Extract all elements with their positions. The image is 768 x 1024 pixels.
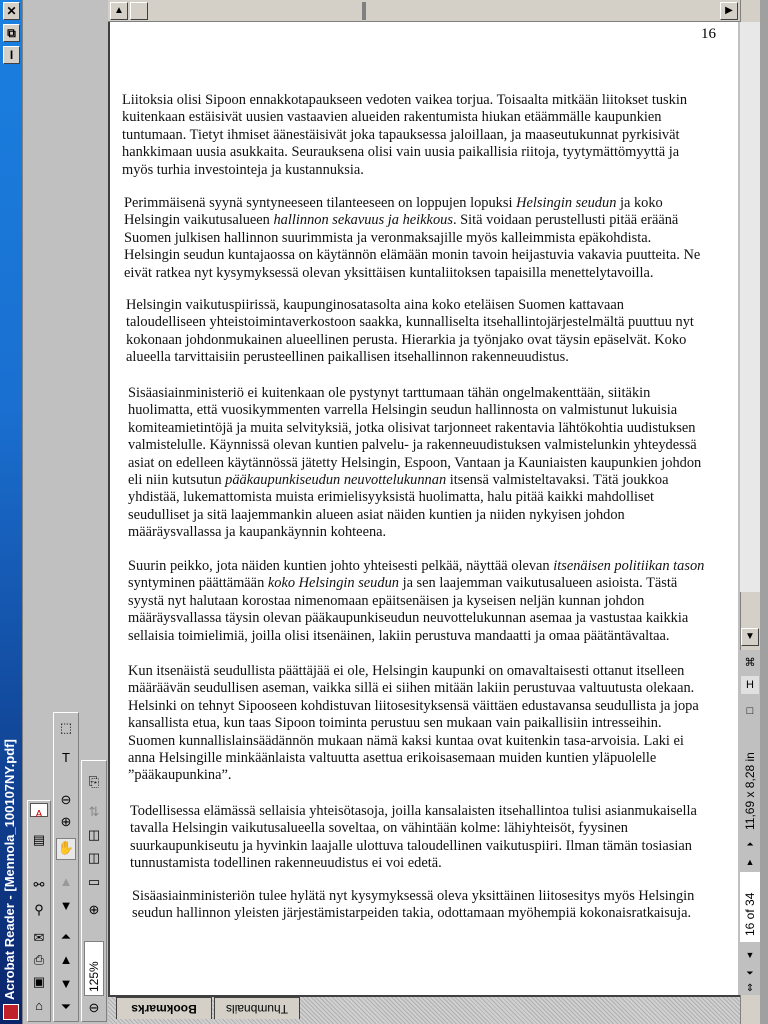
text-line	[130, 855, 697, 872]
text-line	[128, 680, 699, 697]
page-size: 11,69 x 8,28 in	[743, 752, 757, 830]
text-select-icon[interactable]: T	[62, 750, 70, 765]
text-line	[122, 92, 687, 109]
scroll-down-button[interactable]: ▼	[741, 628, 759, 646]
text: määräysvallassa täysin olevan pääkaupunkiseudun neuvottelukunnan asemaa ja vastustaa kaikkia	[128, 610, 689, 627]
text: Helsingin vaikutuspiirissä, kaupunginosatasolta aina koko eteläisen Suomen kattavaan	[126, 297, 624, 313]
text: alueella tarvittaisiin perusteellinen paikallisen itsehallinnon rakenneuudistus.	[126, 349, 569, 366]
text-line	[128, 420, 701, 437]
text: ”pääkaupunkina”.	[128, 767, 232, 784]
text-line	[128, 524, 701, 541]
tab-thumbnails[interactable]: Thumbnails	[214, 997, 300, 1019]
paragraph	[126, 297, 694, 367]
italic-text: pääkaupunkiseudun neuvottelukunnan	[225, 472, 447, 489]
text-line	[128, 698, 699, 715]
text-line	[128, 628, 704, 645]
text: eivät ratkea nyt kysymyksessä olevan yksittäisen kuntaliitoksen tapaisilla menettelytavoilla.	[124, 264, 654, 281]
paragraph	[128, 558, 704, 645]
text: itsensä valmisteltavaksi. Tätä joukkoa	[446, 472, 669, 489]
text: . Sitä voidaan perustellusti pitää eräänä	[452, 212, 679, 229]
continuous-facing-icon[interactable]: ⌘	[744, 657, 756, 669]
scroll-divider[interactable]	[362, 2, 366, 20]
window-title-bar[interactable]	[0, 0, 22, 1024]
text: ja sen laajemman vaikutusalueen asioista. Tästä	[398, 575, 678, 592]
text: suurkaupunkiseutu ja hyvinkin laajalle ulottuva taloudellinen vaikutuspiiri. Ilman tämän tosiasian	[130, 837, 692, 854]
text: kansallista etua, kun taas Sipoon toiminta perustuu sen mukaan vain paikallisiin intresseihin.	[128, 715, 662, 732]
text: anna Helsingille minkäänlaista valtuutta asettua erikoisasemaan muiden kuntien yläpuolelle	[128, 750, 657, 767]
window-title: Acrobat Reader - [Mennola_100107NY.pdf]	[2, 739, 17, 1000]
paragraph	[130, 803, 697, 873]
navigation-pane-tabs	[108, 995, 740, 1024]
text-line	[128, 767, 699, 784]
vertical-scroll-track[interactable]	[740, 22, 760, 592]
rotate-icon[interactable]: ⎘	[88, 774, 100, 789]
previous-page-icon[interactable]: ▲	[59, 952, 73, 967]
next-page-button[interactable]: ▼	[745, 950, 755, 960]
text: kuitenkaan estäisivät uusien vastaavien alueiden rakentumista hiukan etäämmälle kaupunkien	[122, 109, 662, 126]
page-indicator: 16 of 34	[743, 892, 757, 936]
page-number: 16	[701, 26, 716, 42]
zoom-in-icon[interactable]: ⊕	[88, 902, 100, 917]
text-line	[124, 265, 700, 282]
paragraph	[124, 195, 700, 282]
text-line	[122, 162, 687, 179]
paragraph	[122, 92, 687, 179]
minimize-button[interactable]: I	[3, 46, 20, 64]
continuous-icon[interactable]: H	[741, 676, 759, 694]
text-line	[130, 803, 697, 820]
text: tunnustamista todellinen rakenneuudistus ei voi edetä.	[130, 855, 442, 872]
italic-text: Helsingin seudun	[516, 195, 617, 211]
reflow-icon[interactable]: ⇅	[88, 804, 100, 819]
text-line	[122, 127, 687, 144]
text: Helsingin vaikutusalueen	[124, 212, 274, 229]
text: huolimatta, että vuosikymmenten varrella Helsingin seudun hallinnosta on valmistunut lukuisia	[128, 402, 678, 419]
next-page-icon[interactable]: ▼	[59, 976, 73, 991]
text-line	[128, 733, 699, 750]
text-line	[128, 472, 701, 489]
text: Suurin peikko, jota näiden kuntien johto yhteisesti pelkää, näyttää olevan	[128, 558, 554, 574]
email-icon[interactable]: ✉	[33, 930, 45, 945]
text-line	[128, 593, 704, 610]
fit-width-icon[interactable]: ◫	[87, 827, 101, 842]
zoom-in-tool-icon[interactable]: ⊕	[60, 814, 72, 829]
first-page-icon[interactable]: ⏶	[60, 929, 72, 944]
text: eli niin kutsutun	[128, 472, 226, 489]
document-page	[108, 22, 738, 995]
acrobat-app-icon	[3, 1004, 19, 1020]
text: Liitoksia olisi Sipoon ennakkotapaukseen vedoten vaikea torjua. Toisaalta mitkään liitokset tuskin	[122, 92, 688, 108]
horizontal-scrollbar[interactable]	[108, 0, 740, 22]
scroll-thumb[interactable]	[130, 2, 148, 20]
text: Sisäasiainministeriö ei kuitenkaan ole pystynyt tarttumaan tähän ongelmakenttään, siitäkin	[128, 385, 651, 401]
text: myös turhia investointeja ja kustannuksia.	[122, 161, 364, 178]
open-icon[interactable]: ⌂	[35, 998, 43, 1013]
text: Sisäasiainministeriön tulee hylätä nyt kysymyksessä oleva yksittäinen liitosesitys myös Helsingin	[132, 888, 695, 904]
text-line	[128, 610, 704, 627]
text: Helsinki on tehnyt Sipooseen kohdistuvan liitosesityksensä väittäen edustavansa seudullista ja jopa	[128, 697, 699, 714]
search-icon[interactable]: ⚲	[34, 902, 44, 917]
text: valmistelulle. Käynnissä olevan kuntien palvelu- ja rakenneuudistuksen valmistelunkin yhteydessä	[128, 437, 697, 454]
paragraph	[128, 385, 701, 542]
scroll-right-button[interactable]: ▶	[720, 2, 738, 20]
text: asiat on edelleen käytännössä jätetty Helsingin, Espoon, Vantaan ja Kauniaisten kaupunkien johdon	[128, 454, 702, 471]
text-line	[128, 575, 704, 592]
italic-text: hallinnon sekavuus ja heikkous	[273, 212, 453, 229]
text-line	[126, 332, 694, 349]
text: seudun hallinnon yleisten järjestämistarpeiden takia, odottamaan myöhempiä kokonaisratkaisuja.	[132, 905, 692, 922]
text-line	[132, 888, 694, 905]
text: syntyminen päättämään	[128, 575, 268, 592]
text: hankkimaan uusia asukkaita. Seurauksena olisi vain uusia paikallisia riitoja, tyytymättömyyttä ja	[122, 144, 680, 161]
text-line	[128, 750, 699, 767]
text: määräysvallassa ja kaupankäynnin kohteena.	[128, 524, 387, 541]
paragraph	[132, 888, 694, 923]
navigation-toolbar	[53, 712, 79, 1022]
last-page-button[interactable]: ⏷	[746, 968, 754, 978]
text: Todellisessa elämässä sellaisia yhteisötasoja, joilla kansalaisten itsehallintoa tulisi asianmukaisella	[130, 803, 697, 819]
text-line	[128, 715, 699, 732]
text-line	[128, 558, 704, 575]
italic-text: itsenäisen politiikan tason	[553, 558, 705, 574]
text: taloudelliseen yhteistoimintaverkostoon saakka, kunnalliselta itsehallintojärjestelmältä puuttuu nyt	[126, 314, 694, 331]
hand-tool-icon[interactable]: ✋	[56, 838, 76, 860]
text: Perimmäisenä syynä syntyneeseen tilanteeseen on loppujen lopuksi	[124, 195, 517, 211]
save-icon[interactable]: ▣	[32, 974, 46, 989]
text-line	[130, 838, 697, 855]
text-line	[126, 297, 694, 314]
zoom-level: 125%	[87, 961, 101, 992]
toolbar-area	[22, 0, 108, 1024]
text: syystä nyt halutaan korostaa nimenomaan epäitsenäisen ja kyseisen neljän kunnan johdon	[128, 592, 645, 609]
text: yhdistää, lukemattomista muista erimielisyyksistä huolimatta, halu pitää kaikki mahdolliset	[128, 489, 654, 506]
graphics-select-icon[interactable]: ⬚	[59, 720, 73, 735]
text-line	[126, 349, 694, 366]
first-page-button[interactable]: ⏶	[746, 839, 754, 849]
text-line	[128, 455, 701, 472]
previous-page-button[interactable]: ▲	[745, 857, 755, 867]
tab-bookmarks[interactable]: Bookmarks	[116, 997, 212, 1019]
last-page-icon[interactable]: ⏷	[60, 999, 72, 1014]
text-line	[128, 437, 701, 454]
text-line	[130, 820, 697, 837]
text-line	[128, 402, 701, 419]
text: sellaisia toimielimiä, joilla olisi itsenäinen, lakiin perustuva mandaatti ja omaa päätäntävaltaa.	[128, 627, 670, 644]
text: komiteamietintöjä ja muita selvityksiä, jotka olisivat tarjonneet rakentavia lähtökohtia uudistuksen	[128, 419, 696, 436]
acrobat-logo-icon: A	[30, 803, 48, 817]
text-line	[128, 489, 701, 506]
text: määräävän seudullisen aseman, vaikka sillä ei siihen mitään lakiin perustuvaa valtuutusta olekaan.	[128, 680, 695, 697]
print-icon[interactable]: ⎙	[33, 952, 45, 967]
text: seudulliset ja sitä laajemmankin alueen asiat näiden kuntien ja niiden nykyisen johdon	[128, 506, 625, 523]
text-line	[124, 195, 700, 212]
text: Suomen kunnallislainsäädännön mukaan nämä kaksi kuntaa ovat kuitenkin tasa-arvoisia. Laki ei	[128, 732, 684, 749]
layout-icon[interactable]: ▤	[32, 832, 46, 847]
text-line	[124, 247, 700, 264]
zoom-out-tool-icon[interactable]: ⊖	[60, 792, 72, 807]
text-line	[126, 314, 694, 331]
restore-button[interactable]: ⧉	[3, 24, 20, 42]
single-page-icon[interactable]: □	[746, 705, 754, 717]
text: ja koko	[616, 195, 663, 211]
actual-size-icon[interactable]: ▭	[87, 874, 101, 889]
text-line	[122, 109, 687, 126]
go-back-icon[interactable]: ▲	[59, 874, 73, 889]
text: Suomen julkisen hallinnon suurimmista ja veronmaksajille myös kalleimmista epäkohdista.	[124, 229, 652, 246]
text-line	[128, 385, 701, 402]
zoom-out-icon[interactable]: ⊖	[88, 1000, 100, 1015]
text: Helsingin seudun kuntajaossa on käytännön elämään monin tavoin heijastuvia vakavia puutteita. Ne	[124, 247, 701, 264]
find-icon[interactable]: ⚯	[33, 877, 45, 892]
italic-text: koko Helsingin seudun	[267, 575, 399, 592]
view-toolbar	[81, 760, 107, 1022]
go-forward-icon[interactable]: ▼	[59, 898, 73, 913]
text: Kun itsenäistä seudullista päättäjää ei ole, Helsingin kaupunki on omavaltaisesti ottanut itselleen	[128, 663, 685, 679]
window-edge	[760, 0, 768, 1024]
scroll-left-button[interactable]: ▲	[110, 2, 128, 20]
text: tuntumaan. Tietyt ihmiset äänestäisivät joka tapauksessa jaloillaan, ja maaseutukunnat pyrkisivät	[122, 126, 680, 143]
zoom-level-field[interactable]	[84, 941, 104, 996]
fit-page-icon[interactable]: ◫	[87, 850, 101, 865]
text-line	[124, 230, 700, 247]
text-line	[122, 144, 687, 161]
text-line	[128, 507, 701, 524]
split-handle-icon[interactable]: ⇕	[745, 983, 755, 994]
text: tavalla Helsingin vaikutusalueella soveltaa, on vähintään kolme: lähiyhteisöt, fyysinen	[130, 820, 628, 837]
text-line	[124, 212, 700, 229]
status-bar	[740, 650, 760, 995]
text: kokonaan johdonmukainen alueellinen perusta. Hierarkia ja työnjako ovat täysin epäselvät. Koko	[126, 331, 687, 348]
page-indicator-field[interactable]	[740, 872, 760, 942]
file-toolbar	[27, 800, 51, 1022]
close-button[interactable]: ✕	[3, 2, 20, 20]
text-line	[132, 905, 694, 922]
paragraph	[128, 663, 699, 785]
text-line	[128, 663, 699, 680]
